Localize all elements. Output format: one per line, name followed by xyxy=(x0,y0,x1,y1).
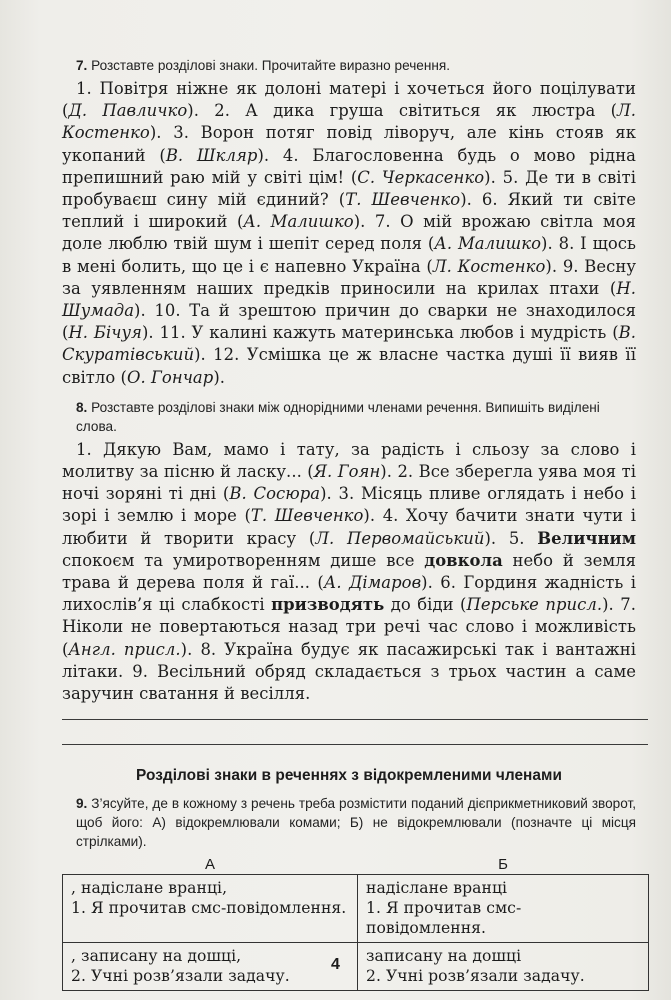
author-source: Я. Гоян xyxy=(313,462,381,482)
column-header-a: А xyxy=(204,855,215,873)
sentence-text: 7. О мій врожаю світла моя доле люблю твій шум і шепіт серед поля ( xyxy=(62,212,636,254)
table-cell[interactable] xyxy=(358,875,649,943)
sentence-item xyxy=(62,662,636,703)
sentence-text: ). xyxy=(460,190,482,210)
sentence-text: ). xyxy=(194,345,214,365)
sentence-text: ). xyxy=(363,506,383,526)
author-source: Д. Павличко xyxy=(68,101,188,121)
sentence-text: 1. Дякую Вам, мамо і тату, за радість і сльозу за слово і молитву за пісню й ласку... ( xyxy=(62,439,636,482)
task-number: 9. xyxy=(76,796,88,812)
sentence: 1. Я прочитав смс-повідомлення. xyxy=(366,899,522,938)
task-number: 7. xyxy=(76,58,88,73)
sentence-text: 12. Усмішка це ж власне частка душі її вияв її світло ( xyxy=(62,345,636,387)
author-source: Н. Шумада xyxy=(62,278,636,321)
sentence-text: ). xyxy=(257,145,283,165)
author-source: А. Малишко xyxy=(434,234,542,254)
author-source: Л. Костенко xyxy=(432,256,546,276)
sentence-text: 4. Благословенна будь о мово рідна препишний раю мій у світі цім! ( xyxy=(62,145,636,187)
sentence-text: 9. Весільний обряд складається з трьох частин а саме заручин сватання й весілля. xyxy=(62,661,637,704)
sentence: 2. Учні розв’язали задачу. xyxy=(366,967,585,986)
author-source: О. Гончар xyxy=(127,367,214,387)
author-source: В. Скуратівський xyxy=(62,323,636,365)
sentence-text: 3. Місяць пливе оглядать і небо і зорі і землю і море ( xyxy=(62,484,637,526)
sentence-text: 1. Повітря ніжне як долоні матері і хочеться його поцілувати ( xyxy=(62,79,636,121)
author-source: Л. Костенко xyxy=(62,101,637,143)
sentence-text: 10. Та й зрештою причин до сварки не знаходилося ( xyxy=(62,301,636,343)
author-source: А. Дімаров xyxy=(323,573,422,593)
task-8-sentences xyxy=(62,439,636,705)
sentence-text: 8. І щось в мені болить, що це і є напевно Україна ( xyxy=(62,234,636,276)
sentence-text: 8. Україна будує як пасажирські так і вантажні літаки. xyxy=(62,639,636,681)
task-instruction-text: Розставте розділові знаки між однорідними членами речення. Випишіть виділені слова. xyxy=(76,399,600,434)
task-7-instruction xyxy=(76,56,636,75)
sentence-text: ). xyxy=(180,639,201,659)
sentence-text: ). xyxy=(484,167,503,187)
highlighted-word: призводять xyxy=(271,595,385,615)
sentence-text: спокоєм та умиротворенням дише все xyxy=(62,550,425,570)
phrase: , надіслане вранці, xyxy=(71,879,228,898)
column-header-b: Б xyxy=(498,855,508,873)
task-instruction-text: З’ясуйте, де в кожному з речень треба розмістити поданий дієприкметниковий зворот, щоб його: А) відокремлювали комами; Б) не відокремлювали (позначте ці місця стрілками). xyxy=(76,796,636,850)
table-cell[interactable] xyxy=(63,875,358,943)
phrase: записану на дошці xyxy=(366,947,522,966)
sentence-text: ). xyxy=(541,234,559,254)
sentence: 2. Учні розв’язали задачу. xyxy=(71,967,290,986)
author-source: Н. Бічуя xyxy=(68,323,142,343)
sentence-text: ). xyxy=(213,367,226,387)
highlighted-word: довкола xyxy=(424,550,503,570)
sentence-text: 6. Гординя жадність і лихослів’я ці слабкості xyxy=(62,573,636,615)
author-source: А. Малишко xyxy=(243,212,354,232)
sentence-text: ). xyxy=(484,528,509,548)
sentence-text: 5. xyxy=(508,528,538,548)
sentence-text: 9. Весну за уявленням наших предків приносили на крилах птахи ( xyxy=(62,256,637,298)
page-number: 4 xyxy=(331,956,340,973)
author-source: С. Черкасенко xyxy=(357,167,485,187)
section-title: Розділові знаки в реченнях з відокремленими членами xyxy=(136,767,562,785)
sentence-text: 6. Який ти світе теплий і широкий ( xyxy=(62,190,637,232)
author-source: Т. Шевченко xyxy=(345,190,461,210)
sentence-text: 3. Ворон потяг повід ліворуч, але кінь стояв як укопаний ( xyxy=(62,123,636,165)
phrase: надіслане вранці xyxy=(366,879,508,898)
sentence-text: 2. Все зберегла уява моя ті ночі зоряні ті дні ( xyxy=(62,462,636,504)
sentence-text: ). xyxy=(602,595,621,615)
page-content xyxy=(62,56,636,991)
sentence-text: ). xyxy=(421,573,441,593)
task-number: 8. xyxy=(76,399,88,415)
sentence-text: 2. А дика груша світиться як люстра ( xyxy=(214,101,618,121)
task-9-instruction xyxy=(76,794,636,851)
task-instruction-text: Розставте розділові знаки. Прочитайте виразно речення. xyxy=(91,58,450,73)
author-source: Т. Шевченко xyxy=(250,506,364,526)
sentence-text: ). xyxy=(380,462,398,482)
sentence-text: ). xyxy=(141,323,160,343)
sentence-text: небо й земля трава й дерева поля й гаї... ( xyxy=(62,550,636,593)
sentence-text: 5. Де ти в світі пробуваєш сину мій єдиний? ( xyxy=(62,167,637,210)
author-source: В. Сосюра xyxy=(229,484,321,504)
sentence-text: ). xyxy=(134,301,155,321)
sentence-text: до біди ( xyxy=(384,595,467,615)
sentence-text: 7. Ніколи не повертаються назад три речі час слово і можливість ( xyxy=(62,595,636,659)
sentence-text: ). xyxy=(320,484,339,504)
author-source: Перське присл. xyxy=(466,595,603,615)
highlighted-word: Величним xyxy=(537,528,637,548)
sentence: 1. Я прочитав смс-повідомлення. xyxy=(71,899,347,918)
sentence-text: 11. У калині кажуть материнська любов і мудрість ( xyxy=(159,323,619,343)
author-source: В. Шкляр xyxy=(165,145,258,165)
phrase: , записану на дошці, xyxy=(71,947,242,966)
author-source: Л. Первомайський xyxy=(315,528,485,548)
author-source: Англ. присл. xyxy=(68,639,181,659)
sentence-text: 4. Хочу бачити знати чути і любити й творити красу ( xyxy=(62,506,637,548)
table-row xyxy=(63,875,649,943)
sentence-text: ). xyxy=(149,123,174,143)
task-7-sentences xyxy=(62,78,636,389)
sentence-text: ). xyxy=(187,101,215,121)
sentence-text: ). xyxy=(353,212,375,232)
task-8-instruction xyxy=(76,398,636,436)
sentence-text: ). xyxy=(545,256,563,276)
